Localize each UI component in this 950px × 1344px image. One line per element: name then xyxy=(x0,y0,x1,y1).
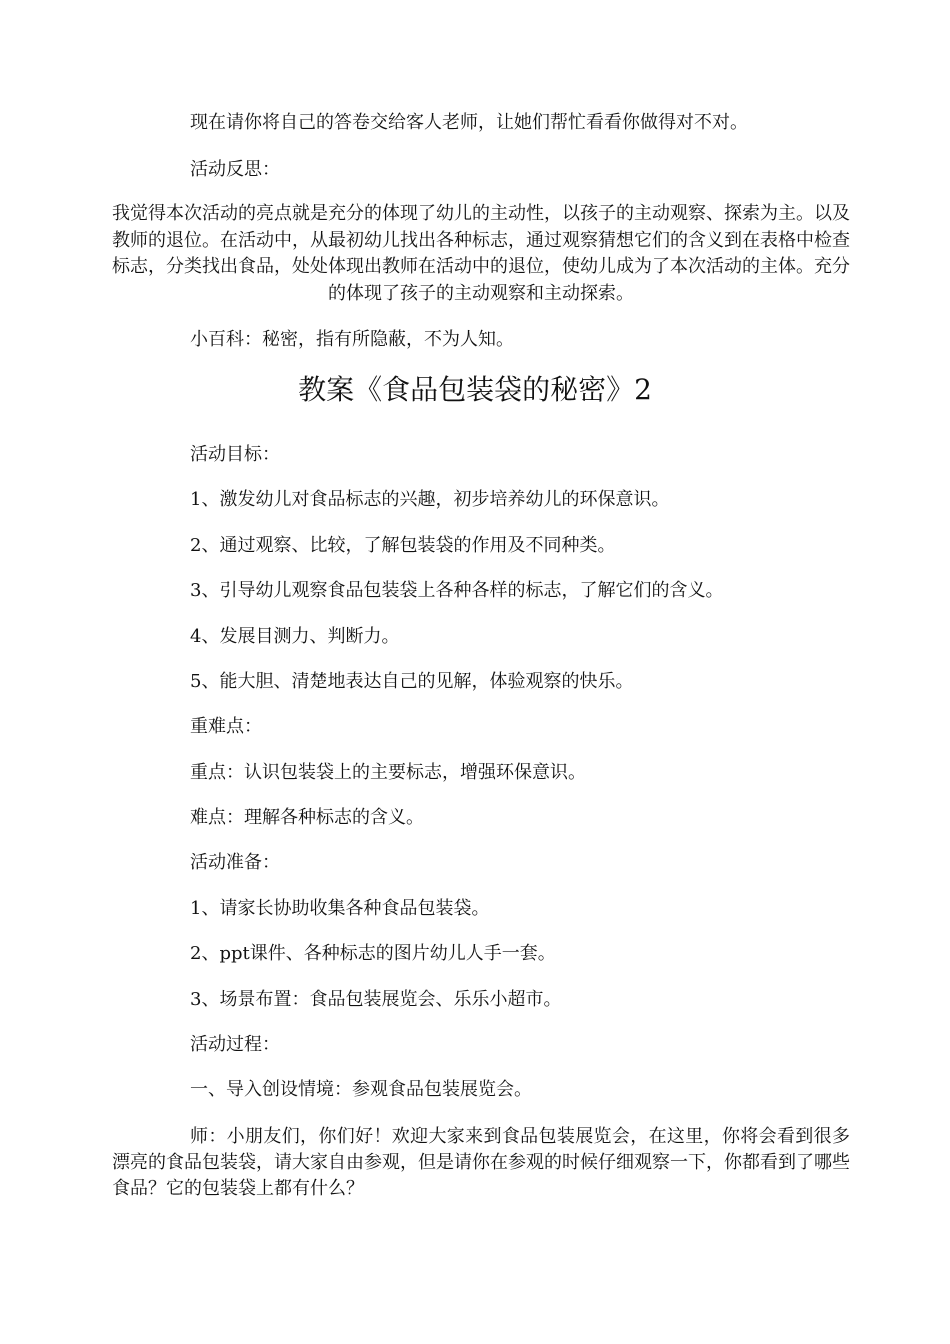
preparation-item: 2、ppt课件、各种标志的图片幼儿人手一套。 xyxy=(190,943,556,964)
key-point-line: 重点：认识包装袋上的主要标志，增强环保意识。 xyxy=(190,762,586,783)
preparation-heading: 活动准备： xyxy=(190,852,280,873)
goal-item: 1、激发幼儿对食品标志的兴趣，初步培养幼儿的环保意识。 xyxy=(190,489,670,510)
goal-item: 2、通过观察、比较，了解包装袋的作用及不同种类。 xyxy=(190,535,616,556)
goal-item: 4、发展目测力、判断力。 xyxy=(190,626,400,647)
reflection-heading: 活动反思： xyxy=(190,159,280,180)
goal-item: 3、引导幼儿观察食品包装袋上各种各样的标志，了解它们的含义。 xyxy=(190,580,724,601)
intro-line: 现在请你将自己的答卷交给客人老师，让她们帮忙看看你做得对不对。 xyxy=(190,112,748,133)
process-heading: 活动过程： xyxy=(190,1034,280,1055)
key-points-heading: 重难点： xyxy=(190,716,262,737)
teacher-paragraph: 师：小朋友们，你们好！欢迎大家来到食品包装展览会，在这里，你将会看到很多漂亮的食品包装袋，请大家自由参观，但是请你在参观的时候仔细观察一下，你都看到了哪些食品？它的包装袋上都有什么？ xyxy=(112,1126,850,1199)
goals-heading: 活动目标： xyxy=(190,444,280,465)
preparation-item: 1、请家长协助收集各种食品包装袋。 xyxy=(190,898,490,919)
reflection-paragraph: 我觉得本次活动的亮点就是充分的体现了幼儿的主动性，以孩子的主动观察、探索为主。以及教师的退位。在活动中，从最初幼儿找出各种标志，通过观察猜想它们的含义到在表格中检查标志，分类找出食品，处处体现出教师在活动中的退位，使幼儿成为了本次活动的主体。充分的体现了孩子的主动观察和主动探索。 xyxy=(112,203,850,304)
encyclopedia-line: 小百科：秘密，指有所隐蔽，不为人知。 xyxy=(190,329,514,350)
process-step: 一、导入创设情境：参观食品包装展览会。 xyxy=(190,1079,532,1100)
goal-item: 5、能大胆、清楚地表达自己的见解，体验观察的快乐。 xyxy=(190,671,634,692)
preparation-item: 3、场景布置：食品包装展览会、乐乐小超市。 xyxy=(190,989,562,1010)
document-title: 教案《食品包装袋的秘密》2 xyxy=(298,373,652,406)
difficulty-line: 难点：理解各种标志的含义。 xyxy=(190,807,424,828)
